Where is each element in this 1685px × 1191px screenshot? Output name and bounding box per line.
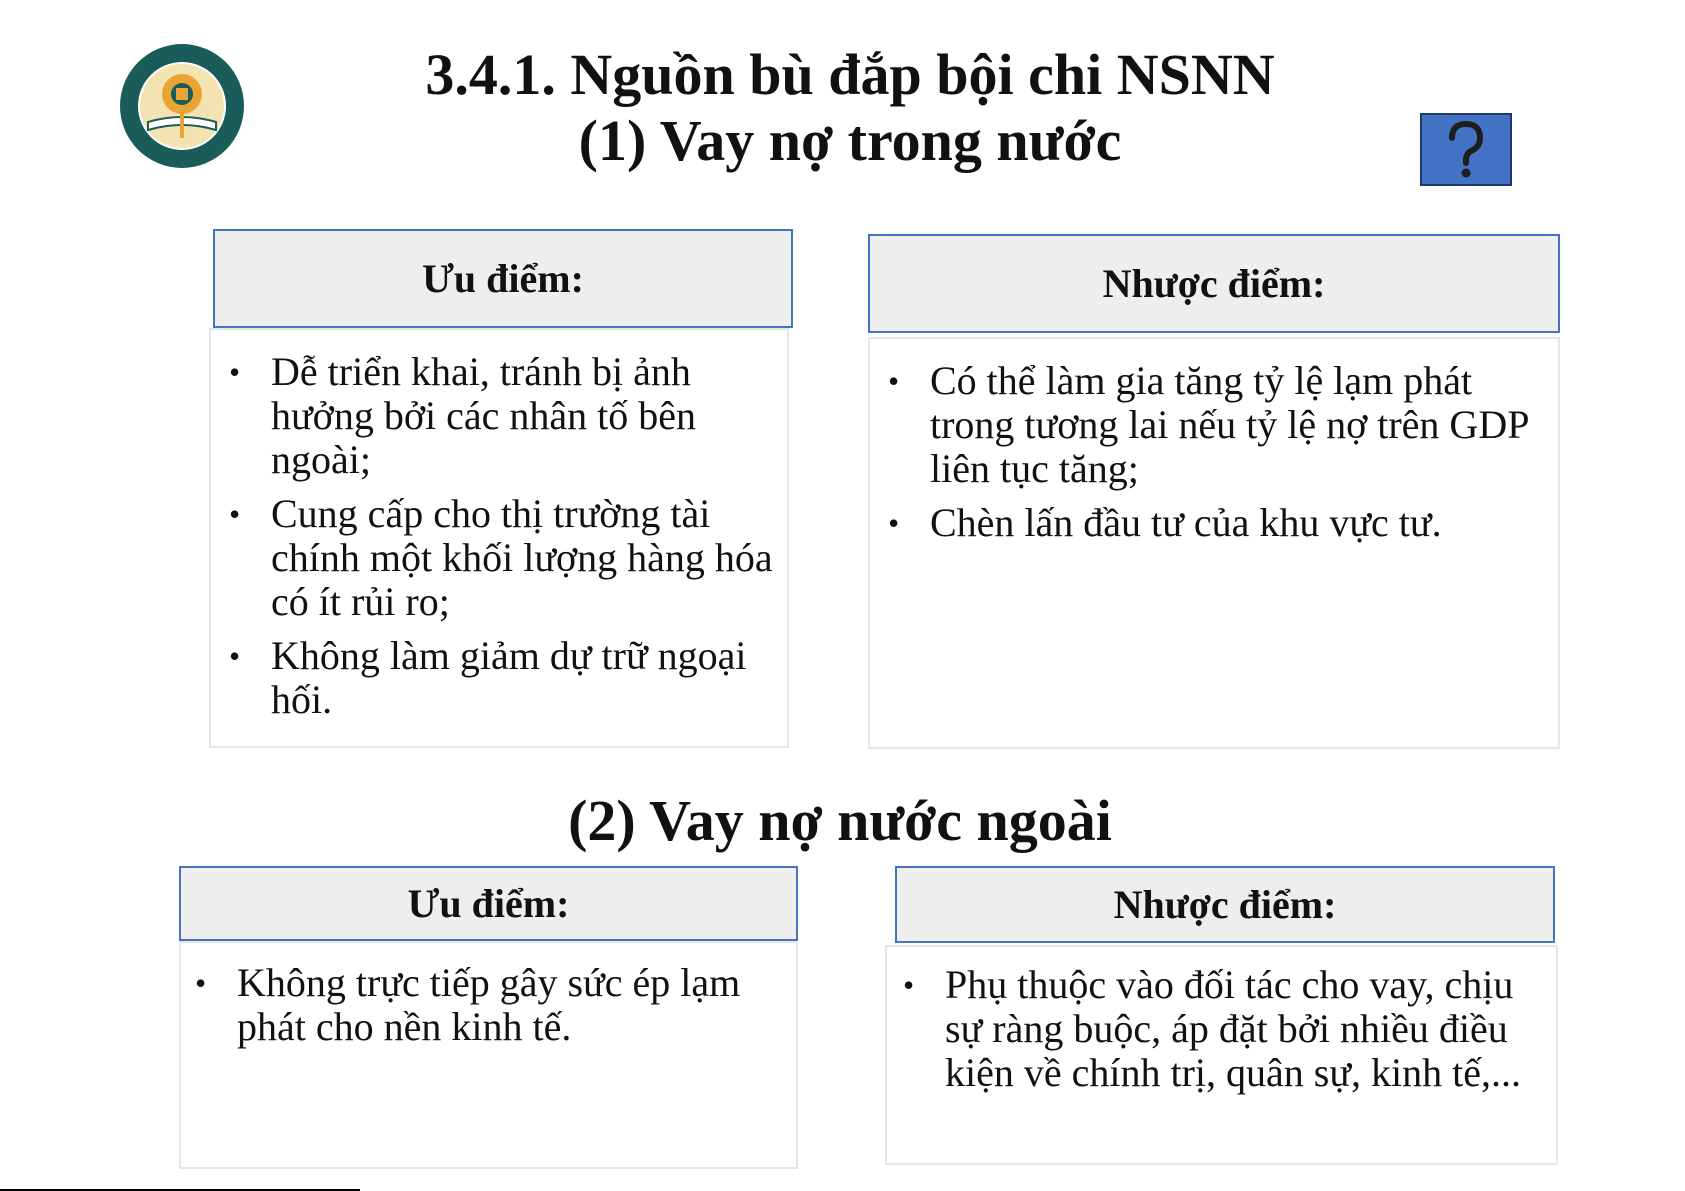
section1-title: (1) Vay nợ trong nước [578,108,1122,173]
section1-cons-header: Nhược điểm: [868,234,1560,333]
list-item: • Không trực tiếp gây sức ép lạm phát cho nền kinh tế. [195,961,782,1049]
section2-cons-box [885,945,1558,1165]
section1-pros-box [209,328,789,748]
list-item: • Chèn lấn đầu tư của khu vực tư. [888,501,1548,545]
list-item: • Dễ triển khai, tránh bị ảnh hưởng bởi các nhân tố bên ngoài; [229,350,777,482]
section2-title: (2) Vay nợ nước ngoài [568,788,1112,853]
academy-logo [118,42,246,170]
list-item: • Có thể làm gia tăng tỷ lệ lạm phát trong tương lai nếu tỷ lệ nợ trên GDP liên tục tăng; [888,359,1548,491]
question-mark-icon [1444,120,1488,180]
section2-pros-box [179,941,798,1169]
list-item: • Không làm giảm dự trữ ngoại hối. [229,634,777,722]
help-button[interactable] [1420,113,1512,186]
section1-pros-header: Ưu điểm: [213,229,793,328]
section2-cons-header: Nhược điểm: [895,866,1555,943]
section1-cons-box [868,337,1560,749]
list-item: • Cung cấp cho thị trường tài chính một khối lượng hàng hóa có ít rủi ro; [229,492,777,624]
page-title: 3.4.1. Nguồn bù đắp bội chi NSNN [425,42,1275,107]
list-item: • Phụ thuộc vào đối tác cho vay, chịu sự ràng buộc, áp đặt bởi nhiều điều kiện về chính trị, quân sự, kinh tế,... [903,963,1544,1095]
section2-pros-header: Ưu điểm: [179,866,798,941]
